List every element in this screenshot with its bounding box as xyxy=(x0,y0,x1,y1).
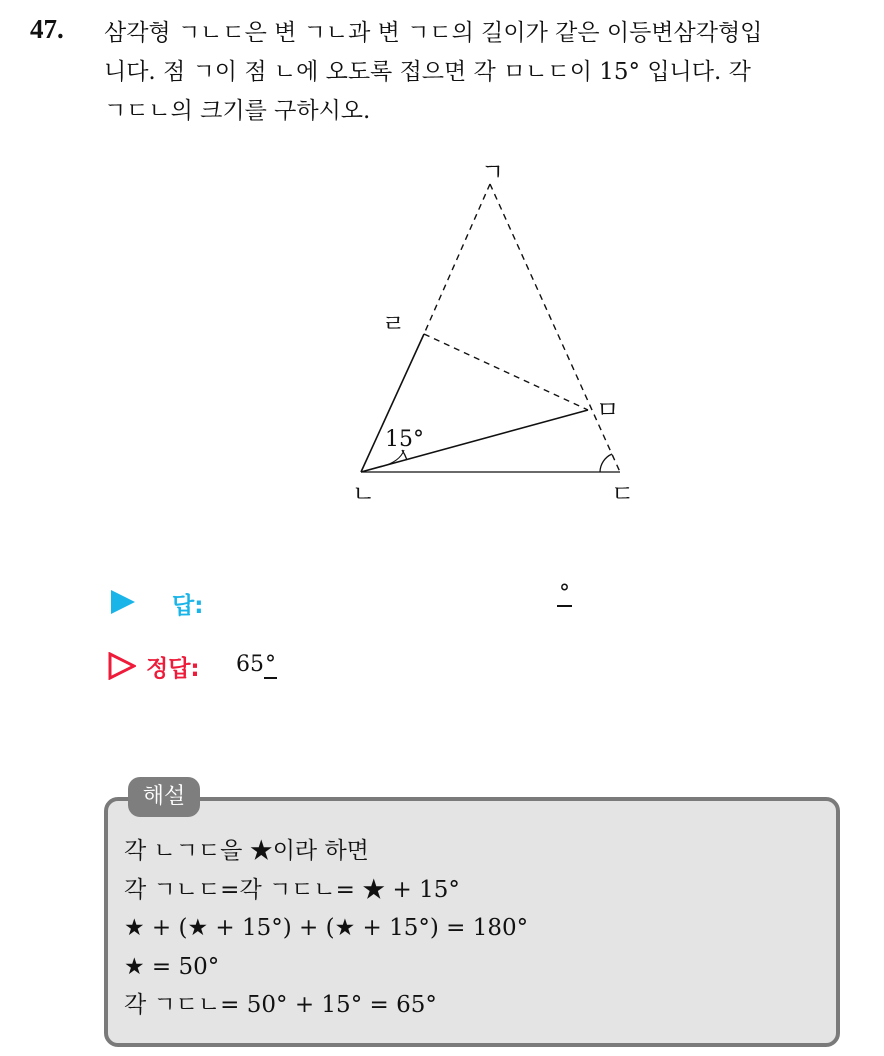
outline-triangle-icon xyxy=(108,652,136,680)
question-line-3: ㄱㄷㄴ의 크기를 구하시오. xyxy=(104,98,371,124)
correct-answer-row xyxy=(108,648,708,688)
explanation-line-3: ★ + (★ + 15°) + (★ + 15°) = 180° xyxy=(124,915,529,941)
question-line-2: 니다. 점 ㄱ이 점 ㄴ에 오도록 접으면 각 ㅁㄴㄷ이 15° 입니다. 각 xyxy=(104,59,751,85)
triangle-figure xyxy=(330,150,650,520)
explanation-line-5: 각 ㄱㄷㄴ= 50° + 15° = 65° xyxy=(124,992,437,1018)
answer-blank[interactable]: ° xyxy=(559,581,570,606)
correct-answer-value xyxy=(236,652,277,677)
angle-arc-b-small xyxy=(380,450,404,467)
vertex-label-top: ㄱ xyxy=(481,158,505,186)
angle-label-15: 15° xyxy=(385,427,424,452)
vertex-label-right-side: ㅁ xyxy=(596,396,620,424)
explanation-line-2: 각 ㄱㄴㄷ=각 ㄱㄷㄴ= ★ + 15° xyxy=(124,876,460,903)
explanation-line-1: 각 ㄴㄱㄷ을 ★이라 하면 xyxy=(124,838,369,864)
dashed-side-ac xyxy=(490,184,620,472)
correct-answer-number: 65 xyxy=(236,652,264,677)
triangle-diagram xyxy=(330,150,650,520)
play-triangle-icon xyxy=(110,589,136,615)
question-number: 47. xyxy=(30,14,64,44)
correct-answer-unit: ° xyxy=(265,652,276,677)
vertex-label-left-side: ㄹ xyxy=(382,310,406,338)
correct-answer-label: 정답: xyxy=(146,656,200,682)
explanation-tag: 해설 xyxy=(128,777,200,817)
vertex-label-left-bottom: ㄴ xyxy=(352,480,376,508)
explanation-text xyxy=(124,832,824,1025)
question-text xyxy=(104,14,874,131)
answer-label: 답: xyxy=(172,593,204,619)
answer-row xyxy=(108,581,708,625)
explanation-line-4: ★ = 50° xyxy=(124,953,220,980)
angle-arc-c xyxy=(600,454,612,472)
dashed-side-ad xyxy=(424,184,490,334)
question-line-1: 삼각형 ㄱㄴㄷ은 변 ㄱㄴ과 변 ㄱㄷ의 길이가 같은 이등변삼각형입 xyxy=(104,20,763,46)
vertex-label-right-bottom: ㄷ xyxy=(611,480,635,508)
